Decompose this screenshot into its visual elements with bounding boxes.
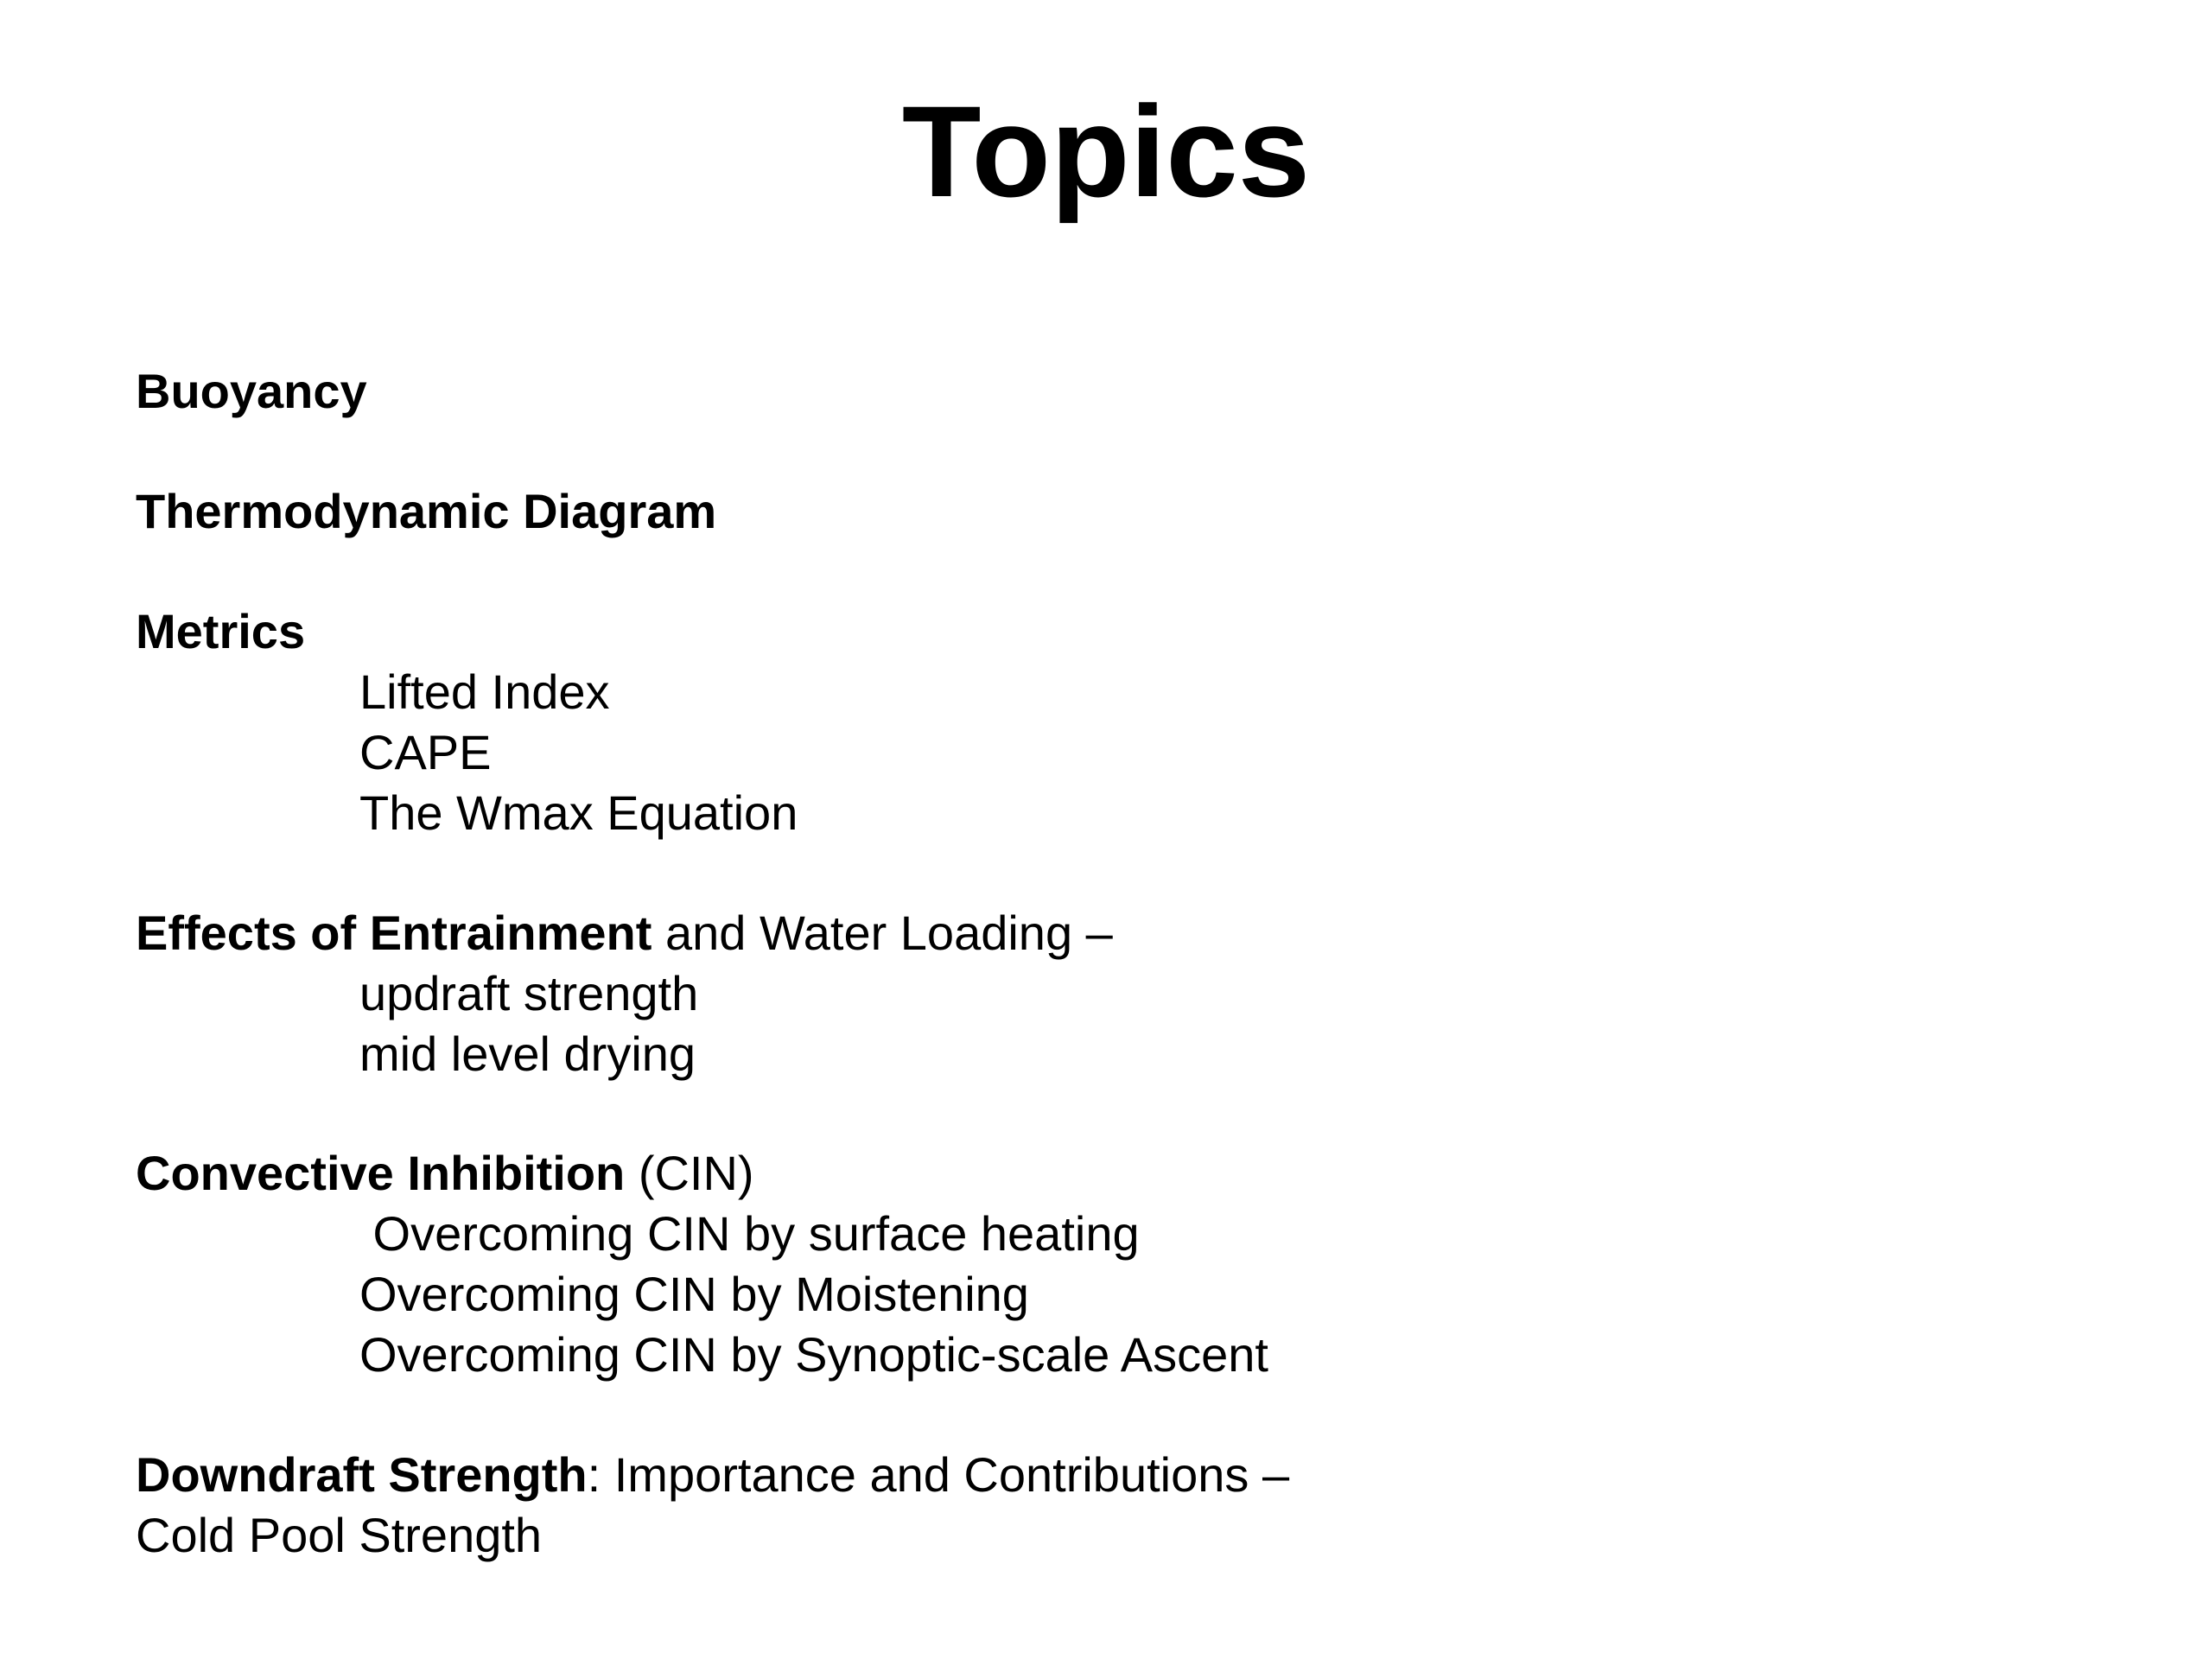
topic-cin-bold: Convective Inhibition	[136, 1146, 626, 1200]
subtopic-lifted-index: Lifted Index	[359, 664, 610, 719]
topic-metrics: Metrics	[136, 604, 306, 658]
topic-entrainment	[136, 903, 1113, 963]
subtopic-cin-surface-heating: Overcoming CIN by surface heating	[359, 1206, 1140, 1261]
topic-buoyancy: Buoyancy	[136, 364, 367, 418]
topic-entrainment-rest: and Water Loading –	[652, 906, 1113, 960]
slide-title: Topics	[901, 79, 1311, 224]
topic-entrainment-bold: Effects of Entrainment	[136, 906, 652, 960]
subtopic-cin-synoptic-ascent: Overcoming CIN by Synoptic-scale Ascent	[359, 1327, 1268, 1382]
topic-downdraft	[136, 1445, 1289, 1505]
subtopic-wmax-equation: The Wmax Equation	[359, 785, 798, 840]
subtopic-mid-level-drying: mid level drying	[359, 1027, 696, 1081]
topic-downdraft-continuation: Cold Pool Strength	[136, 1508, 543, 1562]
topic-downdraft-bold: Downdraft Strength	[136, 1447, 588, 1502]
topic-cin-rest: (CIN)	[625, 1146, 754, 1200]
topic-cin	[136, 1143, 754, 1204]
topic-thermodynamic-diagram: Thermodynamic Diagram	[136, 484, 717, 538]
topic-downdraft-rest: : Importance and Contributions –	[587, 1447, 1290, 1502]
subtopic-cin-moistening: Overcoming CIN by Moistening	[359, 1267, 1029, 1321]
subtopic-cape: CAPE	[359, 725, 492, 779]
subtopic-updraft-strength: updraft strength	[359, 966, 699, 1020]
